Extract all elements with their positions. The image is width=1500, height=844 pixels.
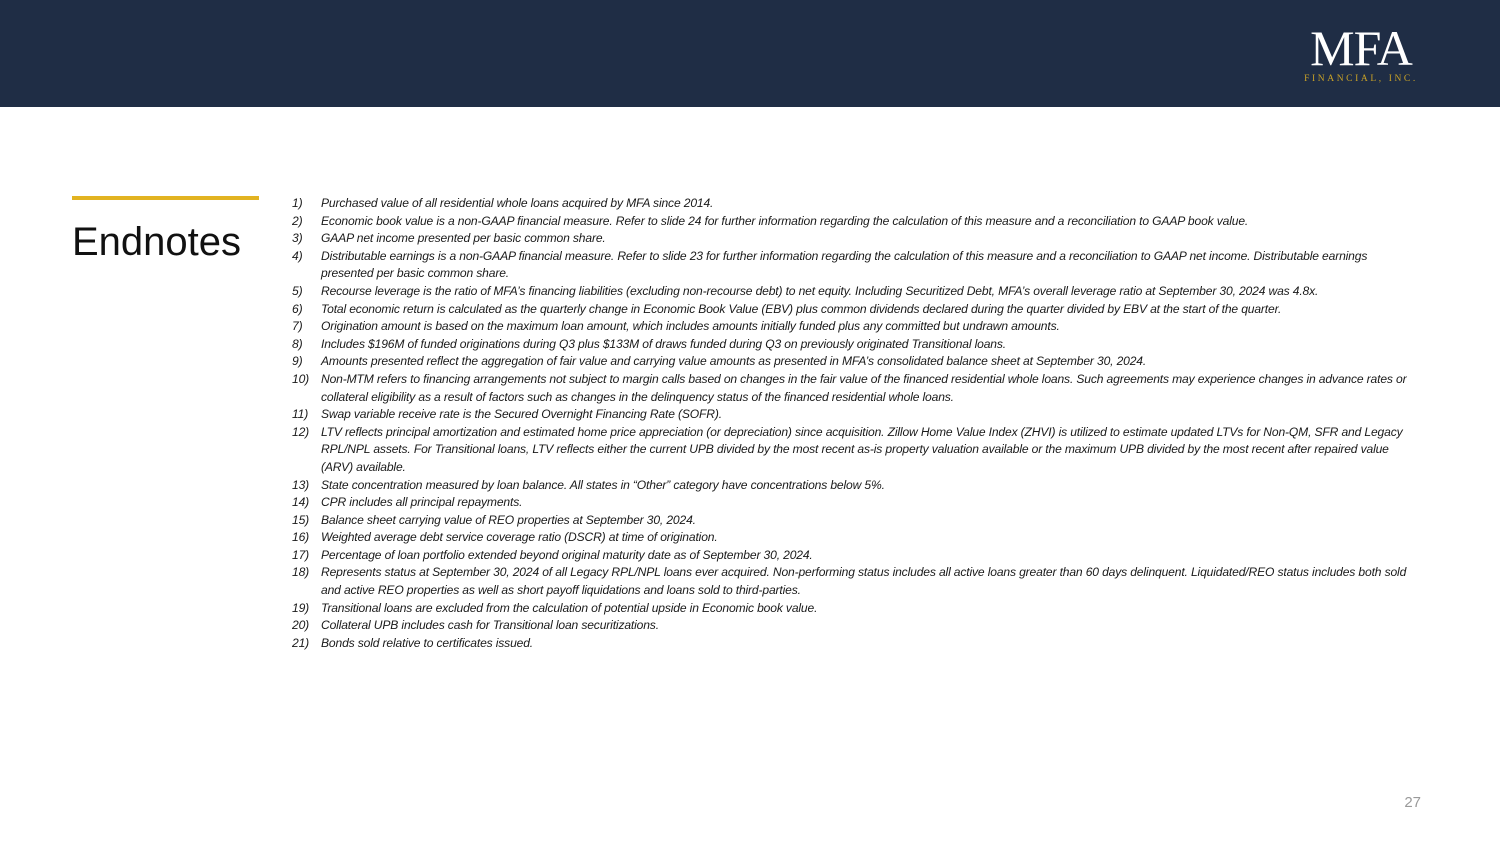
endnote-item	[292, 617, 1422, 635]
endnote-number: 18)	[292, 565, 310, 580]
endnote-item	[292, 230, 1422, 248]
endnote-text: Amounts presented reflect the aggregation of fair value and carrying value amounts as presented in MFA’s consolidated balance sheet at September 30, 2024.	[321, 354, 1147, 369]
endnote-text: Weighted average debt service coverage ratio (DSCR) at time of origination.	[321, 530, 718, 545]
endnote-number: 21)	[292, 635, 310, 650]
endnote-text: Distributable earnings is a non-GAAP financial measure. Refer to slide 23 for further information regarding the calculation of this measure and a reconciliation to GAAP net income. Distributable earnings presented per basic common share.	[321, 248, 1368, 281]
endnote-number: 14)	[292, 495, 310, 510]
endnote-number: 13)	[292, 477, 310, 492]
endnote-text: Represents status at September 30, 2024 of all Legacy RPL/NPL loans ever acquired. Non-performing status includes all active loans greater than 60 days delinquent. Liquidated/REO status includes both sold and active REO properties as well as short payoff liquidations and loans sold to third-parties.	[321, 565, 1407, 598]
endnote-text: Non-MTM refers to financing arrangements not subject to margin calls based on changes in the fair value of the financed residential whole loans. Such agreements may experience changes in advance rates or collateral eligibility as a result of factors such as changes in the delinquency status of the financed residential whole loans.	[321, 371, 1407, 404]
endnote-text: CPR includes all principal repayments.	[321, 495, 523, 510]
endnote-text: Swap variable receive rate is the Secured Overnight Financing Rate (SOFR).	[321, 407, 722, 422]
endnote-item	[292, 547, 1422, 565]
endnote-text: Includes $196M of funded originations during Q3 plus $133M of draws funded during Q3 on previously originated Transitional loans.	[321, 336, 1006, 351]
logo-wordmark: MFA	[1310, 20, 1412, 76]
endnote-text: Recourse leverage is the ratio of MFA’s financing liabilities (excluding non-recourse debt) to net equity. Including Securitized Debt, MFA’s overall leverage ratio at September 30, 2024 was 4.8x.	[321, 283, 1319, 298]
endnote-number: 1)	[292, 196, 303, 210]
endnote-number: 2)	[292, 213, 303, 228]
endnote-item	[292, 371, 1422, 406]
header-bar	[0, 0, 1500, 107]
endnote-number: 15)	[292, 512, 310, 527]
endnote-item	[292, 353, 1422, 371]
endnote-item	[292, 318, 1422, 336]
logo-subtitle: FINANCIAL, INC.	[1304, 74, 1418, 84]
endnote-text: Origination amount is based on the maximum loan amount, which includes amounts initially funded plus any committed but undrawn amounts.	[321, 319, 1060, 334]
endnote-number: 10)	[292, 371, 310, 386]
endnote-number: 12)	[292, 424, 310, 439]
endnote-text: Purchased value of all residential whole loans acquired by MFA since 2014.	[321, 196, 714, 210]
endnote-item	[292, 406, 1422, 424]
endnote-number: 17)	[292, 547, 310, 562]
endnote-number: 9)	[292, 354, 303, 369]
company-logo	[1296, 20, 1426, 86]
endnote-item	[292, 494, 1422, 512]
endnote-text: GAAP net income presented per basic common share.	[321, 231, 606, 246]
endnote-item	[292, 424, 1422, 477]
endnote-item	[292, 477, 1422, 495]
endnote-item	[292, 512, 1422, 530]
endnote-text: Collateral UPB includes cash for Transitional loan securitizations.	[321, 618, 659, 633]
endnote-text: Percentage of loan portfolio extended beyond original maturity date as of September 30, 2024.	[321, 547, 813, 562]
endnote-item	[292, 635, 1422, 653]
endnote-item	[292, 301, 1422, 319]
endnotes-list	[292, 195, 1422, 652]
endnote-item	[292, 529, 1422, 547]
endnote-text: Transitional loans are excluded from the calculation of potential upside in Economic book value.	[321, 600, 818, 615]
page-title: Endnotes	[72, 220, 242, 264]
endnote-item	[292, 600, 1422, 618]
page-number: 27	[1404, 794, 1421, 811]
endnote-item	[292, 213, 1422, 231]
endnote-number: 16)	[292, 530, 310, 545]
endnote-text: LTV reflects principal amortization and estimated home price appreciation (or depreciation) since acquisition. Zillow Home Value Index (ZHVI) is utilized to estimate updated LTVs for Non-QM, SFR and Legacy RPL/NPL assets. For Transitional loans, LTV reflects either the current UPB divided by the most recent as-is property valuation available or the maximum UPB divided by the most recent after repaired value (ARV) available.	[321, 424, 1403, 474]
endnote-number: 11)	[292, 407, 309, 422]
endnote-number: 7)	[292, 319, 303, 334]
endnote-text: Economic book value is a non-GAAP financial measure. Refer to slide 24 for further information regarding the calculation of this measure and a reconciliation to GAAP book value.	[321, 213, 1249, 228]
endnote-number: 6)	[292, 301, 303, 316]
endnote-item	[292, 248, 1422, 283]
endnote-number: 19)	[292, 600, 310, 615]
endnote-number: 5)	[292, 283, 303, 298]
endnote-text: Bonds sold relative to certificates issued.	[321, 635, 534, 650]
endnote-number: 8)	[292, 336, 303, 351]
endnote-text: Total economic return is calculated as the quarterly change in Economic Book Value (EBV) plus common dividends declared during the quarter divided by EBV at the start of the quarter.	[321, 301, 1282, 316]
endnote-text: State concentration measured by loan balance. All states in “Other” category have concentrations below 5%.	[321, 477, 885, 492]
endnote-text: Balance sheet carrying value of REO properties at September 30, 2024.	[321, 512, 696, 527]
endnote-number: 4)	[292, 248, 303, 263]
endnote-item	[292, 195, 1422, 213]
endnote-item	[292, 336, 1422, 354]
endnote-number: 20)	[292, 618, 310, 633]
endnote-number: 3)	[292, 231, 303, 246]
endnote-item	[292, 564, 1422, 599]
endnote-item	[292, 283, 1422, 301]
title-accent-rule	[72, 196, 259, 200]
